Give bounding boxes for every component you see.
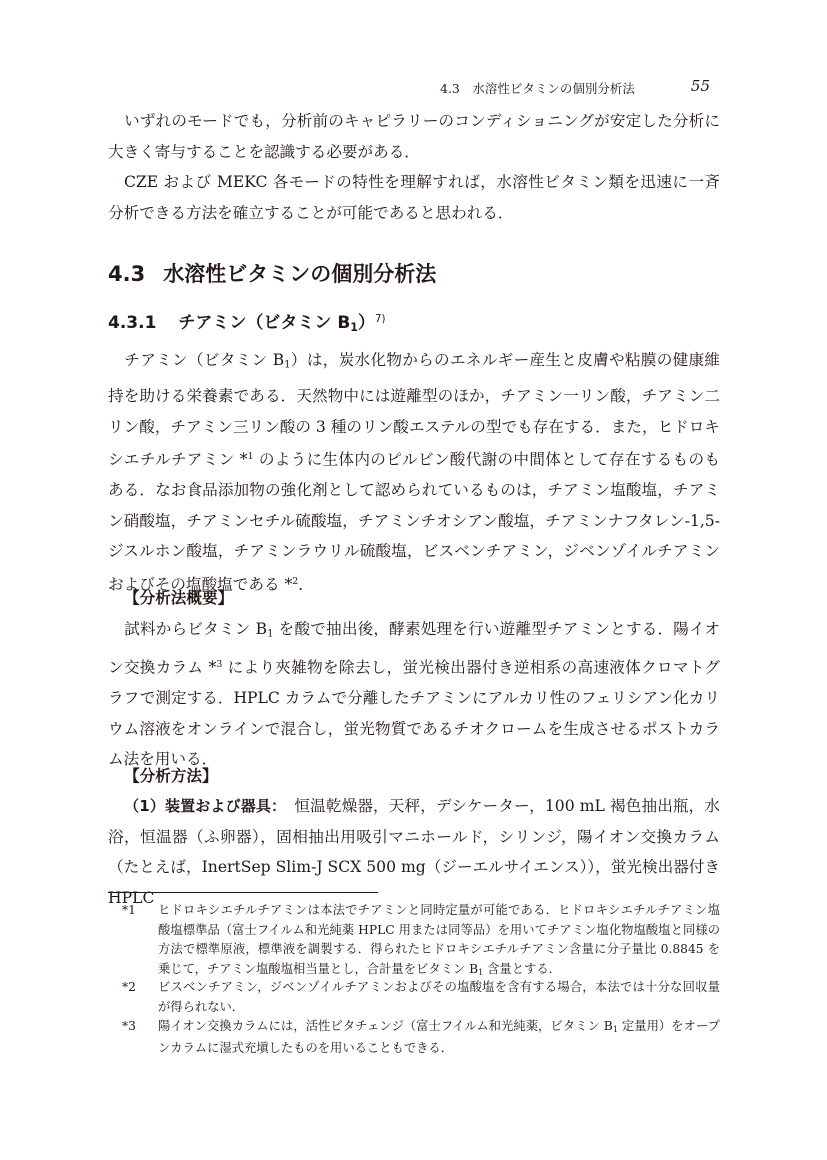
body-p1-part-d: ．	[298, 575, 314, 594]
section-title: 水溶性ビタミンの個別分析法	[163, 262, 437, 286]
subsection-title-pre: チアミン（ビタミン B	[178, 313, 351, 333]
footnote-divider	[108, 892, 378, 893]
section-heading	[108, 258, 436, 288]
footnote-2-text: ビスベンチアミン，ジベンゾイルチアミンおよびその塩酸塩を含有する場合，本法では十分な回収量が得られない．	[158, 980, 720, 1014]
subsection-number: 4.3.1	[108, 313, 157, 333]
overview-heading: 【分析法概要】	[124, 588, 234, 607]
body-p2-part-a: 試料からビタミン B	[124, 620, 268, 638]
body-p1-part-c: のように生体内のピルビン酸代謝の中間体として存在するものもある．なお食品添加物の強化剤として認められているものは，チアミン塩酸塩，チアミン硝酸塩，チアミンセチル硫酸塩，チアミンチオシアン酸塩，チアミンナフタレン-1,5-ジスルホン酸塩，チアミンラウリル硫酸塩，ビスベンチアミン，ジベンゾイルチアミンおよびその塩酸塩である *	[108, 450, 720, 594]
footnote-1-subscript: 1	[478, 967, 484, 977]
body-p1-subscript: 1	[284, 359, 291, 371]
equipment-label: （1）装置および器具：	[124, 797, 279, 815]
equipment-text: 恒温乾燥器，天秤，デシケーター，100 mL 褐色抽出瓶，水浴，恒温器（ふ卵器），固相抽出用吸引マニホールド，シリンジ，陽イオン交換カラム（たとえば，InertSep Slim-J SCX 500 mg（ジーエルサイエンス）），蛍光検出器付き HPLC	[108, 797, 720, 907]
footnote-1-text-b: 含量とする．	[483, 961, 561, 976]
footnote-ref-1: 1	[247, 451, 254, 463]
subsection-heading	[108, 308, 385, 334]
intro-paragraph-1	[108, 106, 720, 167]
page-number: 55	[690, 77, 710, 95]
intro-text-2: CZE および MEKC 各モードの特性を理解すれば，水溶性ビタミン類を迅速に一斉分析できる方法を確立することが可能であると思われる．	[108, 173, 720, 222]
body-p1-part-b: ）は，炭水化物からのエネルギー産生と皮膚や粘膜の健康維持を助ける栄養素である．天然物中には遊離型のほか，チアミン一リン酸，チアミン二リン酸，チアミン三リン酸の 3 種のリン酸エステルの型でも存在する．また，ヒドロキシエチルチアミン *	[108, 351, 720, 469]
footnote-3-subscript: 1	[612, 1024, 618, 1034]
footnote-2-mark: *2	[122, 980, 136, 994]
footnote-3-text-a: 陽イオン交換カラムには，活性ビタチェンジ（富士フイルム和光純薬，ビタミン B	[158, 1019, 613, 1033]
method-heading: 【分析方法】	[124, 766, 218, 785]
body-p1-part-a: チアミン（ビタミン B	[124, 351, 285, 369]
intro-text-1: いずれのモードでも，分析前のキャピラリーのコンディショニングが安定した分析に大きく寄与することを認識する必要がある．	[108, 112, 720, 161]
body-paragraph-equipment	[108, 791, 720, 913]
body-paragraph-overview	[108, 614, 720, 775]
footnote-1-text-a: ヒドロキシエチルチアミンは本法でチアミンと同時定量が可能である．ヒドロキシエチルチアミン塩酸塩標準品（富士フイルム和光純薬 HPLC 用または同等品）を用いてチアミン塩化物塩酸塩と同様の方法で標準原液，標準液を調製する．得られたヒドロキシエチルチアミン含量に分子量比 0.8845 を乗じて，チアミン塩酸塩相当量とし，合計量をビタミン B	[158, 903, 720, 976]
intro-paragraph-2	[108, 167, 720, 228]
body-p2-part-b: を酸で抽出後，酵素処理を行い遊離型チアミンとする．陽イオン交換カラム *	[108, 620, 720, 677]
footnote-3-text-b: 定量用）をオープンカラムに湿式充塡したものを用いることもできる．	[158, 1019, 720, 1056]
subsection-reference: 7)	[374, 313, 386, 325]
footnote-1	[108, 901, 720, 982]
subsection-title-post: ）	[357, 313, 375, 333]
footnote-3	[108, 1017, 720, 1059]
body-p2-part-c: により夾雑物を除去し，蛍光検出器付き逆相系の高速液体クロマトグラフで測定する．HPLC カラムで分離したチアミンにアルカリ性のフェリシアン化カリウム溶液をオンラインで混合し，蛍光物質であるチオクロームを生成させるポストカラム法を用いる．	[108, 658, 720, 769]
footnote-2	[108, 978, 720, 1017]
running-head-title: 4.3 水溶性ビタミンの個別分析法	[440, 81, 635, 96]
footnote-ref-3: 3	[216, 659, 223, 671]
footnote-1-mark: *1	[122, 903, 136, 917]
footnote-ref-2: 2	[292, 575, 299, 587]
subsection-title-sub: 1	[350, 320, 358, 334]
footnote-3-mark: *3	[122, 1019, 136, 1033]
section-number: 4.3	[108, 262, 146, 286]
running-head	[440, 79, 710, 99]
body-paragraph-thiamine	[108, 345, 720, 600]
body-p2-subscript: 1	[267, 628, 274, 640]
